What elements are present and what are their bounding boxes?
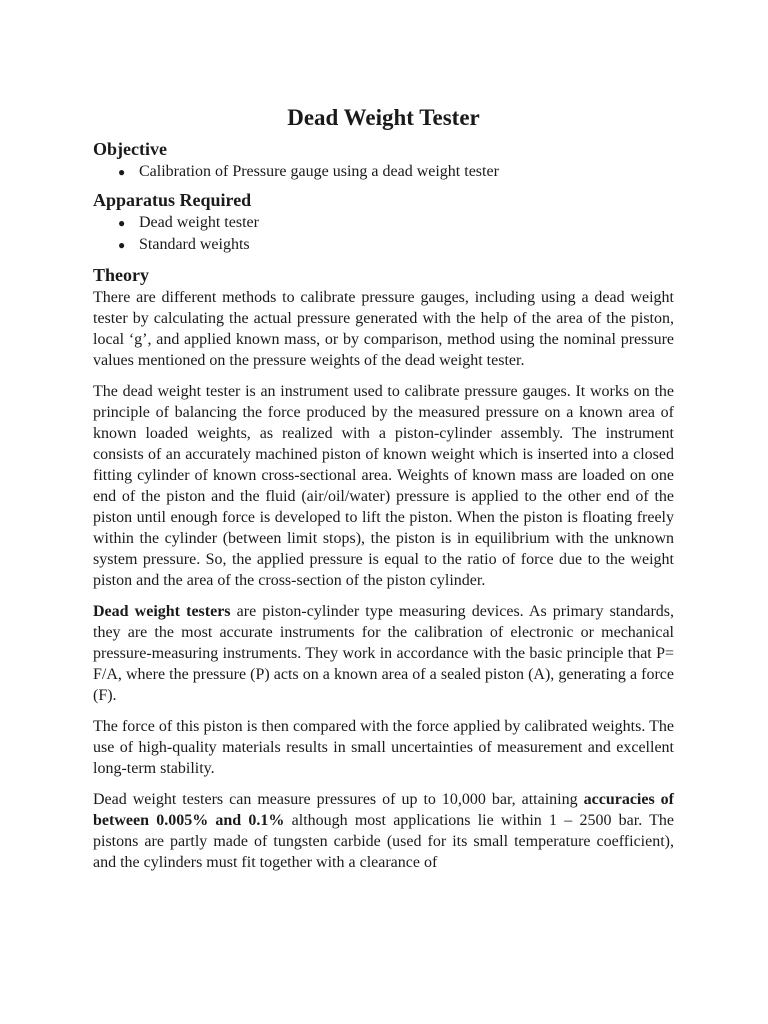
theory-paragraph-5 — [93, 789, 674, 873]
theory-heading: Theory — [93, 265, 149, 285]
document-title: Dead Weight Tester — [287, 105, 480, 130]
bullet-icon: ● — [118, 216, 126, 230]
apparatus-heading: Apparatus Required — [93, 190, 252, 210]
paragraph-text: are piston-cylinder type measuring devices. As primary standards, they are the most accurate instruments for the calibration of electronic or mechanical pressure-measuring instruments. They work in accordance with the basic principle that P= F/A, where the pressure (P) acts on a known area of a sealed piston (A), generating a force (F). — [93, 603, 675, 704]
theory-paragraph-3 — [93, 601, 674, 706]
list-item-text: Dead weight tester — [139, 214, 259, 231]
objective-heading: Objective — [93, 139, 167, 159]
bullet-icon: ● — [118, 238, 126, 252]
bullet-icon: ● — [118, 165, 126, 179]
list-item-text: Standard weights — [139, 236, 250, 253]
bold-term: accuracies of between 0.005% and 0.1% — [93, 791, 675, 829]
bold-term: Dead weight testers — [93, 603, 231, 620]
list-item — [118, 161, 674, 183]
paragraph-text: although most applications lie within 1 – 2500 bar. The pistons are partly made of tungsten carbide (used for its small temperature coefficient), and the cylinders must fit together with a clearance of — [93, 812, 675, 871]
paragraph-text: Dead weight testers can measure pressures of up to 10,000 bar, attaining — [93, 791, 584, 808]
document-page — [93, 98, 674, 883]
theory-paragraph-4: The force of this piston is then compared with the force applied by calibrated weights. The use of high-quality materials results in small uncertainties of measurement and excellent long-term stability. — [93, 718, 674, 777]
list-item — [118, 212, 674, 234]
theory-paragraph-1: There are different methods to calibrate pressure gauges, including using a dead weight tester by calculating the actual pressure generated with the help of the area of the piston, local ‘g’, and applied known mass, or by comparison, method using the nominal pressure values mentioned on the pressure weights of the dead weight tester. — [93, 289, 674, 369]
list-item — [118, 234, 674, 256]
apparatus-list — [93, 212, 674, 256]
list-item-text: Calibration of Pressure gauge using a dead weight tester — [139, 163, 499, 180]
theory-paragraph-2: The dead weight tester is an instrument used to calibrate pressure gauges. It works on the principle of balancing the force produced by the measured pressure on a known area of known loaded weights, as realized with a piston-cylinder assembly. The instrument consists of an accurately machined piston of known weight which is inserted into a closed fitting cylinder of known cross-sectional area. Weights of known mass are loaded on one end of the piston and the fluid (air/oil/water) pressure is applied to the other end of the piston until enough force is developed to lift the piston. When the piston is floating freely within the cylinder (between limit stops), the piston is in equilibrium with the unknown system pressure. So, the applied pressure is equal to the ratio of force due to the weight piston and the area of the cross-section of the piston cylinder. — [93, 383, 674, 589]
objective-list — [93, 161, 674, 183]
